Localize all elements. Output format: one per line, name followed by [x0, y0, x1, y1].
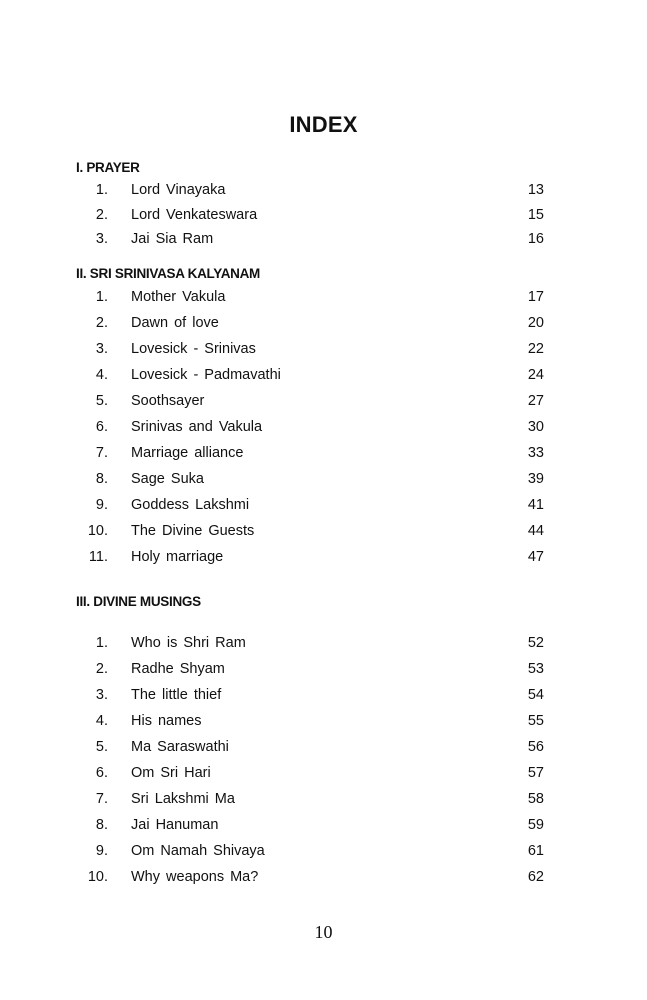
entry-number: 3.: [95, 341, 108, 357]
entry-title: Goddess Lakshmi: [131, 497, 250, 513]
entry-page-number: 61: [527, 843, 544, 859]
entry-page-number: 16: [527, 231, 544, 247]
entry-page-number: 47: [527, 549, 544, 565]
index-entry: [76, 838, 546, 864]
entry-number: 2.: [95, 206, 108, 223]
entry-number: 9.: [95, 497, 108, 513]
entry-page-number: 54: [527, 687, 544, 703]
entry-title: Mother Vakula: [131, 289, 226, 305]
entry-title: Jai Hanuman: [131, 817, 219, 833]
entry-page-number: 15: [527, 206, 544, 223]
section-heading: III. DIVINE MUSINGS: [76, 594, 201, 609]
entry-title: Marriage alliance: [131, 445, 244, 461]
entry-page-number: 17: [527, 289, 544, 305]
entry-number: 2.: [95, 315, 108, 331]
entry-number: 11.: [88, 549, 108, 565]
entry-title: Sri Lakshmi Ma: [131, 791, 235, 807]
section-prayer: [76, 158, 546, 252]
entry-title: The Divine Guests: [131, 523, 255, 539]
section-divine-musings: [76, 592, 546, 890]
entry-number: 1.: [95, 289, 108, 305]
index-entry: [76, 178, 546, 203]
index-entry: [76, 440, 546, 466]
index-entry: [76, 760, 546, 786]
entry-page-number: 30: [527, 419, 544, 435]
entry-page-number: 22: [527, 341, 544, 357]
entry-title: Lovesick - Padmavathi: [131, 367, 281, 383]
entry-title: Who is Shri Ram: [131, 635, 246, 651]
entry-title: Dawn of love: [131, 315, 219, 331]
entry-number: 3.: [95, 687, 108, 703]
entry-page-number: 13: [527, 182, 544, 198]
entry-page-number: 39: [527, 471, 544, 487]
page-number: 10: [314, 922, 333, 942]
entry-title: Why weapons Ma?: [131, 869, 259, 885]
section-heading: II. SRI SRINIVASA KALYANAM: [76, 266, 260, 281]
index-entry: [76, 518, 546, 544]
entry-number: 9.: [95, 843, 108, 859]
entry-list: [76, 178, 546, 252]
index-entry: [76, 786, 546, 812]
entry-list: [76, 630, 546, 890]
index-entry: [76, 466, 546, 492]
entry-page-number: 55: [527, 713, 544, 729]
index-entry: [76, 492, 546, 518]
entry-page-number: 53: [527, 661, 544, 677]
index-entry: [76, 336, 546, 362]
entry-number: 1.: [95, 635, 108, 651]
entry-title: His names: [131, 713, 202, 729]
entry-title: Lord Venkateswara: [131, 206, 258, 223]
entry-page-number: 20: [527, 315, 544, 331]
entry-page-number: 44: [527, 523, 544, 539]
entry-title: Sage Suka: [131, 471, 204, 487]
entry-number: 10.: [87, 869, 108, 885]
entry-title: Lord Vinayaka: [131, 182, 226, 198]
index-entry: [76, 708, 546, 734]
entry-number: 1.: [95, 182, 108, 198]
entry-number: 4.: [95, 367, 108, 383]
entry-list: [76, 284, 546, 570]
entry-title: The little thief: [131, 687, 222, 703]
entry-page-number: 58: [527, 791, 544, 807]
entry-number: 5.: [95, 739, 108, 755]
entry-title: Srinivas and Vakula: [131, 419, 263, 435]
entry-title: Radhe Shyam: [131, 661, 225, 677]
index-entry: [76, 812, 546, 838]
entry-number: 6.: [95, 765, 108, 781]
entry-title: Soothsayer: [131, 393, 205, 409]
index-entry: [76, 362, 546, 388]
section-srinivasa-kalyanam: [76, 264, 546, 570]
entry-page-number: 27: [527, 393, 544, 409]
entry-number: 4.: [95, 713, 108, 729]
entry-page-number: 57: [527, 765, 544, 781]
section-heading: I. PRAYER: [76, 160, 140, 175]
index-entry: [76, 544, 546, 570]
entry-number: 8.: [95, 471, 108, 487]
index-entry: [76, 227, 546, 252]
entry-number: 7.: [95, 791, 108, 807]
entry-title: Om Sri Hari: [131, 765, 211, 781]
entry-page-number: 56: [527, 739, 544, 755]
entry-page-number: 33: [527, 445, 544, 461]
index-entry: [76, 310, 546, 336]
entry-page-number: 41: [527, 497, 544, 513]
entry-title: Jai Sia Ram: [131, 231, 214, 247]
entry-page-number: 24: [527, 367, 544, 383]
entry-number: 7.: [95, 445, 108, 461]
index-entry: [76, 682, 546, 708]
index-entry: [76, 414, 546, 440]
index-entry: [76, 388, 546, 414]
entry-title: Holy marriage: [131, 549, 224, 565]
entry-page-number: 62: [527, 869, 544, 885]
index-entry: [76, 656, 546, 682]
index-entry: [76, 630, 546, 656]
entry-number: 10.: [87, 523, 108, 539]
entry-page-number: 52: [527, 635, 544, 651]
index-entry: [76, 864, 546, 890]
entry-number: 6.: [95, 419, 108, 435]
page-title: INDEX: [289, 112, 358, 137]
index-entry: [76, 734, 546, 760]
entry-title: Lovesick - Srinivas: [131, 341, 256, 357]
entry-number: 8.: [95, 817, 108, 833]
entry-number: 5.: [95, 393, 108, 409]
index-entry: [76, 203, 546, 228]
entry-page-number: 59: [527, 817, 544, 833]
entry-title: Om Namah Shivaya: [131, 843, 265, 859]
entry-number: 2.: [95, 661, 108, 677]
entry-title: Ma Saraswathi: [131, 739, 229, 755]
entry-number: 3.: [95, 231, 108, 247]
index-entry: [76, 284, 546, 310]
